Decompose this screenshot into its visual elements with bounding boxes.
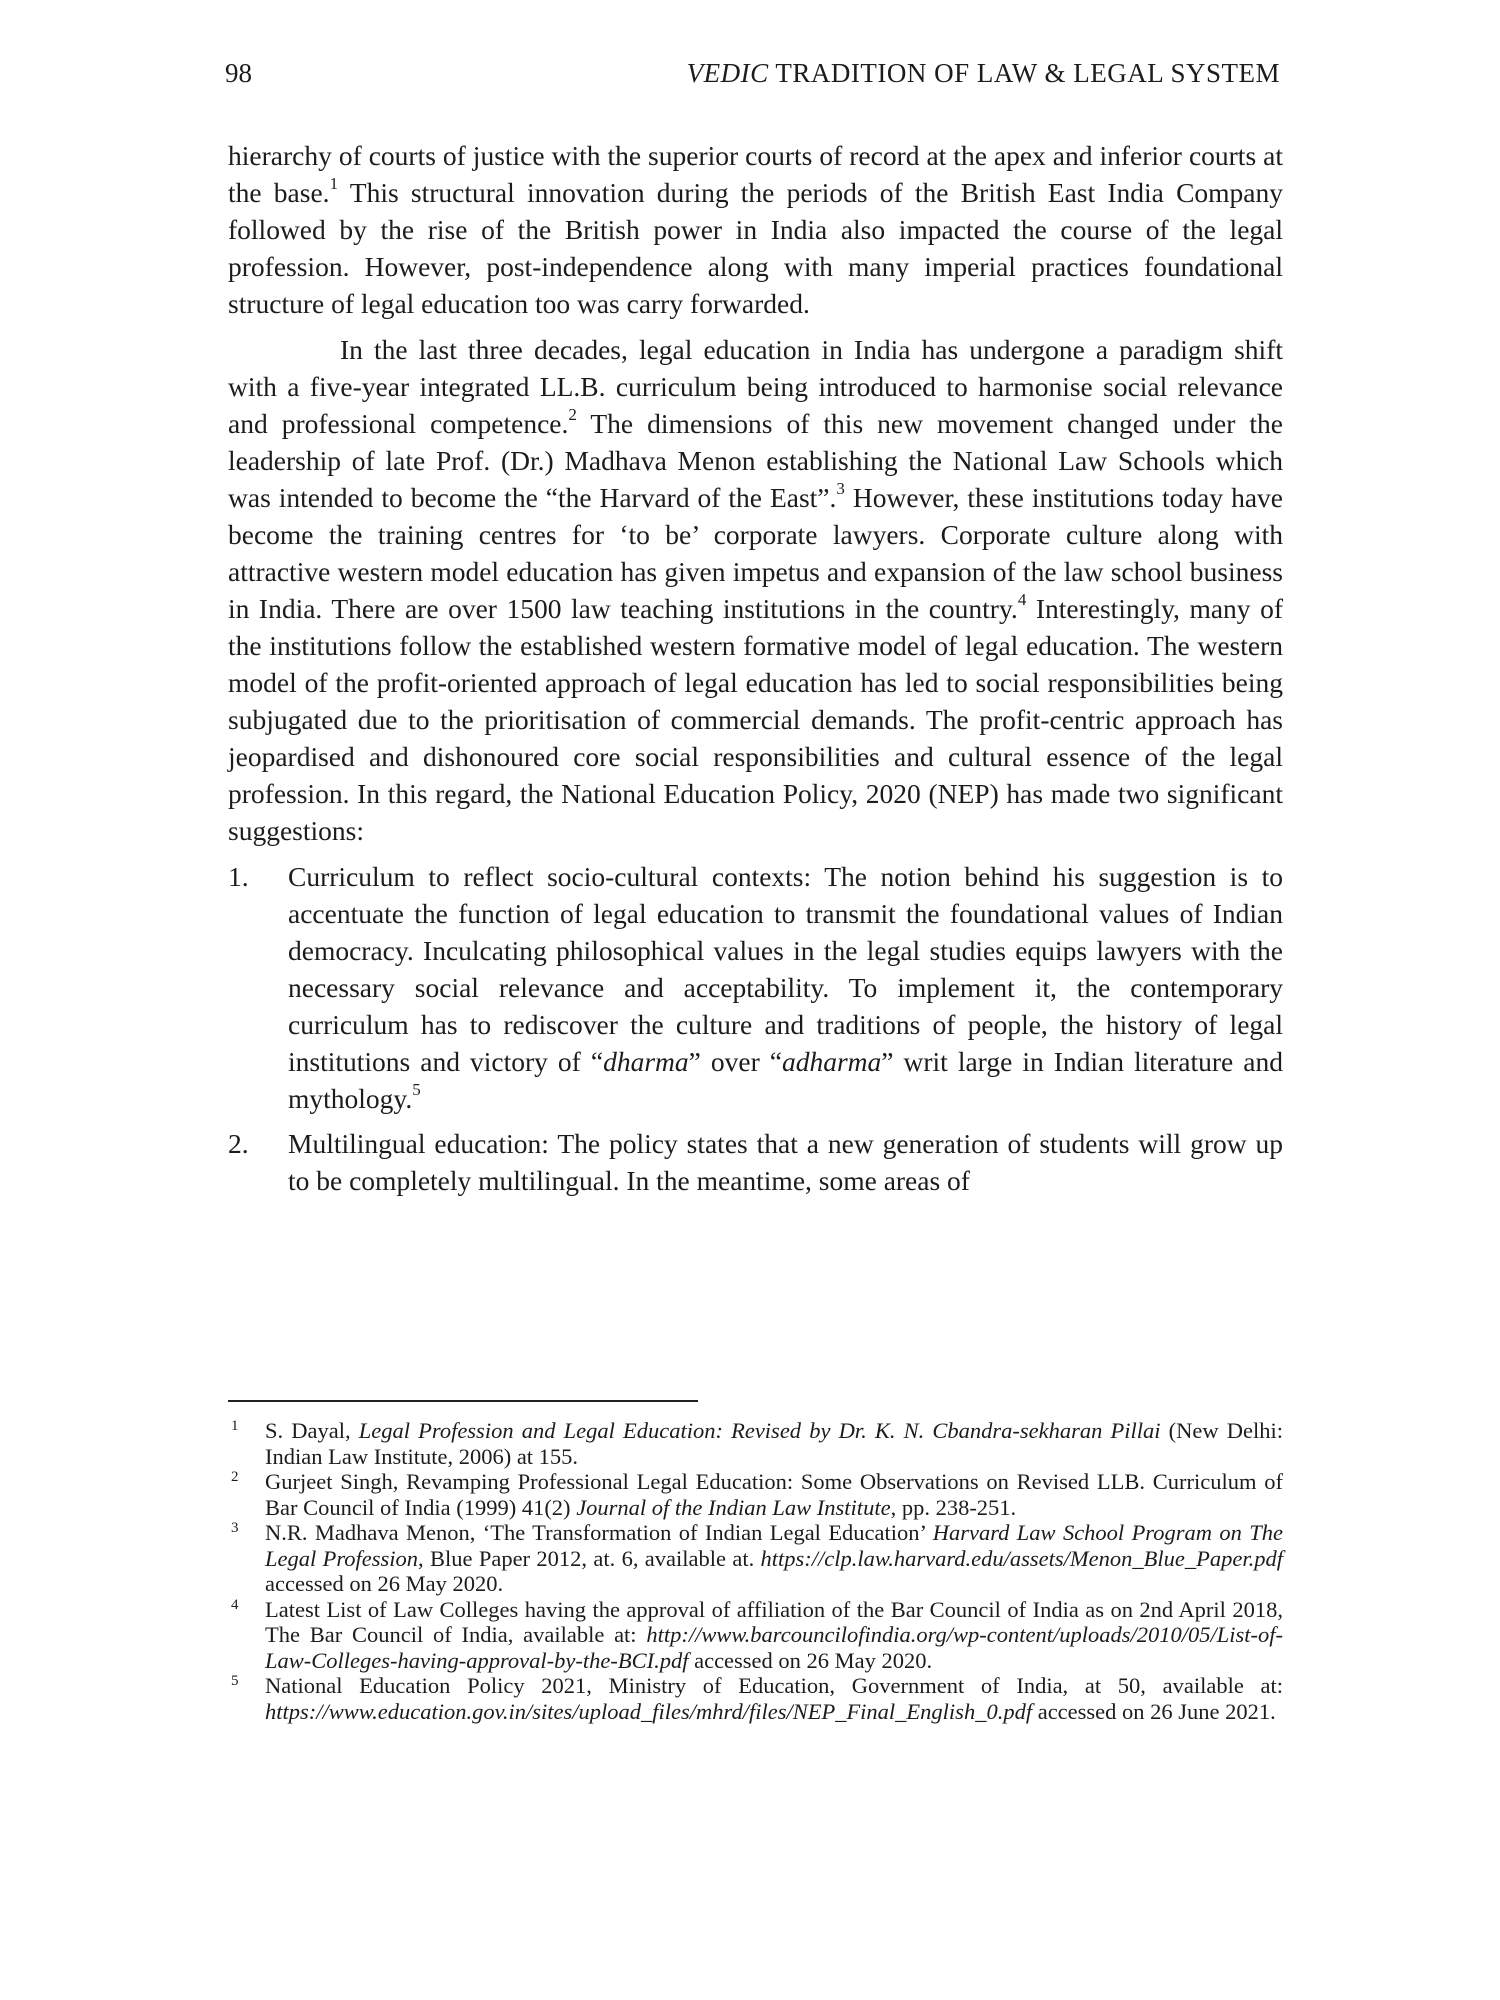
footnote-link[interactable]: http://www.barcouncilofindia.org/wp-content/uploads/2010/05/List-of-Law-Colleges-having-approval-by-the-BCI.pdf [265, 1622, 1283, 1673]
footnote-ref-3: 3 [836, 478, 845, 498]
footnote-link[interactable]: https://www.education.gov.in/sites/upload_files/mhrd/files/NEP_Final_English_0.pdf [265, 1698, 1033, 1724]
footnote: 3 N.R. Madhava Menon, ‘The Transformation of Indian Legal Education’ Harvard Law School Program on The Legal Profession, Blue Paper 2012, at. 6, available at. https://clp.law.harvard.edu/assets/Menon_Blue_Paper.pdf accessed on 26 May 2020. [228, 1520, 1283, 1597]
paragraph-2: In the last three decades, legal education in India has undergone a paradigm shift with a five-year integrated LL.B. curriculum being introduced to harmonise social relevance and professional competence.$^2$ The dimensions of this new movement changed under the leadership of late Prof. (Dr.) Madhava Menon establishing the National Law Schools which was intended to become the “the Harvard of the East”.$^3$ However, these institutions today have become the training centres for ‘to be’ corporate lawyers. Corporate culture along with attractive western model education has given impetus and expansion of the law school business in India. There are over 1500 law teaching institutions in the country.$^4$ Interestingly, many of the institutions follow the established western formative model of legal education. The western model of the profit-oriented approach of legal education has led to social responsibilities being subjugated due to the prioritisation of commercial demands. The profit-centric approach has jeopardised and dishonoured core social responsibilities and cultural essence of the legal profession. In this regard, the National Education Policy, 2020 (NEP) has made two significant suggestions: [228, 334, 1283, 846]
footnote-divider [228, 1400, 698, 1402]
footnote-link[interactable]: https://clp.law.harvard.edu/assets/Menon_Blue_Paper.pdf [760, 1545, 1283, 1571]
paragraph-1: hierarchy of courts of justice with the superior courts of record at the apex and inferior courts at the base.$^1$ This structural innovation during the periods of the British East India Company followed by the rise of the British power in India also impacted the course of the legal profession. However, post-independence along with many imperial practices foundational structure of legal education too was carry forwarded. [228, 140, 1284, 319]
footnote-mark: 2 [231, 1469, 239, 1485]
suggestion-list [228, 858, 1283, 1199]
running-header [225, 58, 1280, 98]
list-number: 2. [228, 1128, 249, 1159]
list-item: 2. Multilingual education: The policy states that a new generation of students will grow up to be completely multilingual. In the meantime, some areas of [228, 1125, 1283, 1199]
footnote: 5 National Education Policy 2021, Ministry of Education, Government of India, at 50, available at: https://www.education.gov.in/sites/upload_files/mhrd/files/NEP_Final_English_0.pdf accessed on 26 June 2021. [228, 1673, 1283, 1724]
list-item: 1. Curriculum to reflect socio-cultural contexts: The notion behind his suggestion is to accentuate the function of legal education to transmit the foundational values of Indian democracy. Inculcating philosophical values in the legal studies equips lawyers with the necessary social relevance and acceptability. To implement it, the contemporary curriculum has to rediscover the culture and traditions of people, the history of legal institutions and victory of “dharma” over “adharma” writ large in Indian literature and mythology.$^5$ [228, 858, 1283, 1117]
footnote-mark: 4 [231, 1596, 239, 1613]
footnote-ref-5: 5 [412, 1079, 421, 1099]
footnote-ref-2: 2 [568, 404, 577, 424]
footnote-ref-1: 1 [329, 173, 339, 193]
header-title-italic: VEDIC [686, 58, 769, 88]
footnotes [228, 1418, 1283, 1724]
footnote-mark: 5 [231, 1673, 239, 1689]
footnote-mark: 3 [231, 1520, 239, 1536]
list-number: 1. [228, 861, 249, 892]
footnote-ref-4: 4 [1017, 589, 1027, 609]
body-text [228, 137, 1283, 1207]
footnote: 1 S. Dayal, Legal Profession and Legal Education: Revised by Dr. K. N. Cbandra-sekharan Pillai (New Delhi: Indian Law Institute, 2006) at 155. [228, 1418, 1283, 1469]
footnote: 4 Latest List of Law Colleges having the approval of affiliation of the Bar Council of India as on 2nd April 2018, The Bar Council of India, available at: http://www.barcouncilofindia.org/wp-content/uploads/2010/05/List-of-Law-Colleges-having-approval-by-the-BCI.pdf accessed on 26 May 2020. [228, 1597, 1283, 1674]
page-number: 98 [225, 58, 252, 88]
footnote: 2 Gurjeet Singh, Revamping Professional Legal Education: Some Observations on Revised LLB. Curriculum of Bar Council of India (1999) 41(2) Journal of the Indian Law Institute, pp. 238-251. [228, 1469, 1283, 1520]
footnote-mark: 1 [231, 1418, 239, 1434]
header-title [687, 58, 1280, 89]
header-title-rest: TRADITION OF LAW & LEGAL SYSTEM [768, 58, 1280, 88]
